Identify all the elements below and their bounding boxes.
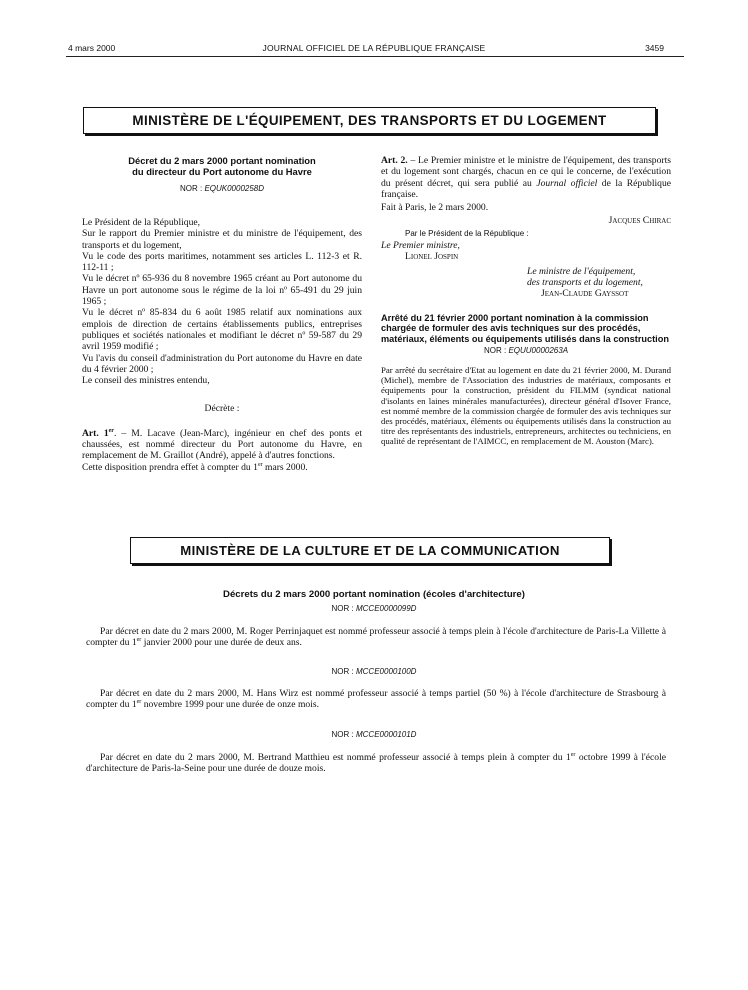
decrete-label: Décrète : — [204, 403, 240, 415]
decree-nor-3 — [0, 730, 748, 739]
article-2: Art. 2. – Le Premier ministre et le ministre de l'équipement, des transports et du logement sont chargés, chacun en ce qui le concerne, de l'exécution du présent décret, qui sera publié au Journal officiel de la République française. — [381, 155, 672, 200]
decree-body — [82, 217, 362, 473]
decree-right-column — [381, 155, 671, 447]
decree-paragraph: Vu le décret nº 85-834 du 6 août 1985 relatif aux nominations aux emplois de direction de certains établissements publics, entreprises publiques et sociétés nationales et modifiant le décret nº 59-587 du 29 avril 1959 modifié ; — [82, 307, 362, 353]
par-le-president: Par le Président de la République : — [405, 228, 529, 238]
decree-paragraph: Vu le code des ports maritimes, notamment ses articles L. 112-3 et R. 112-11 ; — [82, 250, 362, 274]
journal-title: JOURNAL OFFICIEL DE LA RÉPUBLIQUE FRANÇAISE — [262, 43, 486, 53]
decree-paragraph: Sur le rapport du Premier ministre et du ministre de l'équipement, des transports et du logement, — [82, 228, 362, 251]
minister-name: Jean-Claude Gayssot — [541, 288, 629, 300]
issue-date: 4 mars 2000 — [68, 43, 116, 53]
nor-label: NOR : — [179, 184, 203, 193]
arrete-body: Par arrêté du secrétaire d'Etat au logement en date du 21 février 2000, M. Durand (Michel), membre de l'Association des industries de matériaux, composants et équipements pour la construction, président du FILMM (syndicat national d'isolants en laines minérales manufacturées), directeur général d'Isover France, est nommé membre de la commission chargée de formuler des avis techniques sur des procédés, matériaux, éléments ou équipements utilisés dans la construction au titre des représentants des industriels, entrepreneurs, architectes ou techniciens, en qualité de représentant de l'AIMCC, en remplacement de M. Aouston (Marc). — [381, 365, 671, 447]
minister-signature — [381, 266, 671, 300]
pm-title: Le Premier ministre, — [381, 240, 460, 252]
page-number: 3459 — [645, 43, 664, 53]
nor-label: NOR : — [331, 667, 354, 676]
ministry-heading-culture: MINISTÈRE DE LA CULTURE ET DE LA COMMUNICATION — [130, 537, 610, 564]
nor-code: EQUU0000263A — [508, 346, 569, 356]
article-1 — [82, 428, 362, 462]
decree-paragraph: Vu l'avis du conseil d'administration du Port autonome du Havre en date du 4 février 2000 ; — [82, 352, 362, 375]
minister-title-1: Le ministre de l'équipement, — [527, 265, 636, 277]
minister-title-2: des transports et du logement, — [527, 276, 643, 288]
decree-paragraph: Le Président de la République, — [82, 217, 201, 228]
article-1-label: Art. 1er — [82, 427, 114, 439]
decree-nor-1 — [0, 604, 748, 613]
decree-paragraph: Vu le décret nº 65-936 du 8 novembre 1965 créant au Port autonome du Havre un port autonome sous le régime de la loi nº 65-491 du 29 juin 1965 ; — [82, 273, 362, 308]
fait-a-paris: Fait à Paris, le 2 mars 2000. — [381, 202, 489, 214]
decree-title — [82, 155, 362, 177]
article-2-label: Art. 2. — [381, 155, 408, 166]
article-1-effect: Cette disposition prendra effet à compter du 1er mars 2000. — [82, 461, 308, 473]
nor-code: EQUK0000258D — [204, 184, 265, 193]
nor-code: MCCE0000101D — [355, 730, 417, 739]
decree-paragraph: Le conseil des ministres entendu, — [82, 375, 210, 387]
header-divider — [66, 56, 684, 57]
decree-continuation — [381, 155, 671, 300]
nor-code: MCCE0000099D — [355, 604, 417, 613]
signature-president: Jacques Chirac — [608, 215, 671, 227]
decree-left-column — [82, 155, 362, 473]
article-1-text: . – M. Lacave (Jean-Marc), ingénieur en chef des ponts et chaussées, est nommé directeur du Port autonome du Havre, en remplacement de M. Graillot (André), appelé à d'autres fonctions. — [82, 427, 362, 462]
decree-nor-2 — [0, 667, 748, 676]
decrees-title: Décrets du 2 mars 2000 portant nomination (écoles d'architecture) — [223, 589, 525, 600]
decree-item-2: Par décret en date du 2 mars 2000, M. Hans Wirz est nommé professeur associé à temps partiel (50 %) à l'école d'architecture de Strasbourg à compter du 1er novembre 1999 pour une durée de onze mois. — [86, 688, 666, 711]
arrete-title: Arrêté du 21 février 2000 portant nomination à la commission chargée de formuler des avis techniques sur des procédés, matériaux, éléments ou équipements utilisés dans la construction — [381, 312, 669, 344]
nor-label: NOR : — [483, 346, 507, 356]
ministry-heading-equipement: MINISTÈRE DE L'ÉQUIPEMENT, DES TRANSPORTS ET DU LOGEMENT — [83, 107, 656, 134]
nor-code: MCCE0000100D — [355, 667, 417, 676]
decree-item-3: Par décret en date du 2 mars 2000, M. Bertrand Matthieu est nommé professeur associé à temps plein à compter du 1er octobre 1999 à l'école d'architecture de Paris-la-Seine pour une durée de douze mois. — [86, 751, 666, 775]
pm-name: Lionel Jospin — [405, 251, 459, 263]
decree-nor — [82, 184, 362, 193]
decree-title-line-2: du directeur du Port autonome du Havre — [132, 166, 312, 177]
nor-label: NOR : — [331, 730, 354, 739]
decree-title-line-1: Décret du 2 mars 2000 portant nomination — [128, 155, 316, 166]
decree-item-1: Par décret en date du 2 mars 2000, M. Roger Perrinjaquet est nommé professeur associé à temps plein à l'école d'architecture de Paris-La Villette à compter du 1er janvier 2000 pour une durée de deux ans. — [86, 626, 666, 649]
arrete-nor — [381, 346, 671, 355]
nor-label: NOR : — [331, 604, 354, 613]
